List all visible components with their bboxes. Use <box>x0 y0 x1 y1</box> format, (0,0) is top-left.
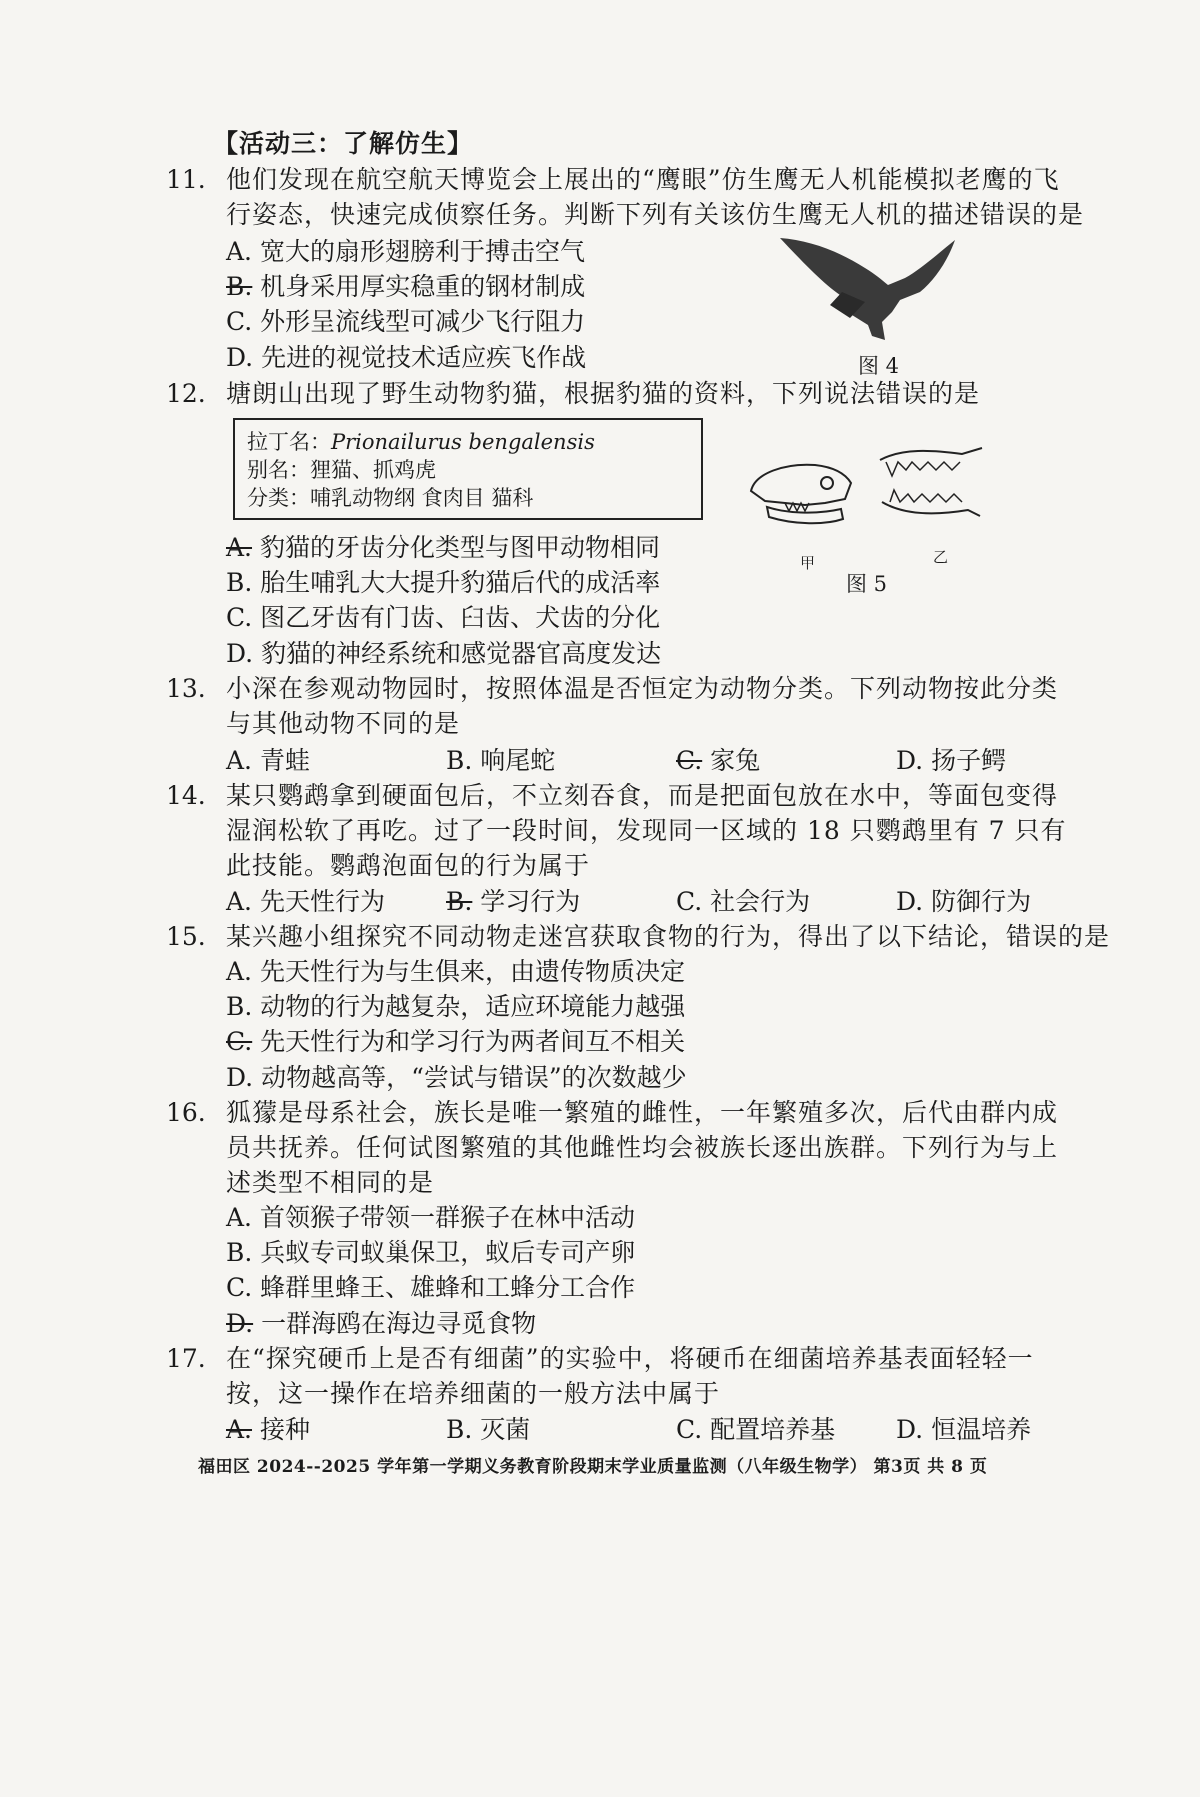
option-text: 动物的行为越复杂，适应环境能力越强 <box>260 992 686 1021</box>
option-key-marked: C. <box>676 746 703 775</box>
question-15-option-a[interactable] <box>226 956 685 988</box>
option-text: 一群海鸥在海边寻觅食物 <box>261 1309 537 1338</box>
figure-5-sub-jia: 甲 <box>800 554 816 572</box>
question-12-line-1: 塘朗山出现了野生动物豹猫，根据豹猫的资料，下列说法错误的是 <box>226 379 981 408</box>
question-14-line-3: 此技能。鹦鹉泡面包的行为属于 <box>226 851 591 880</box>
option-key: A. <box>226 957 253 986</box>
question-16-line-1: 狐獴是母系社会，族长是唯一繁殖的雌性，一年繁殖多次，后代由群内成 <box>226 1098 1059 1127</box>
option-key: D. <box>226 639 254 668</box>
option-key: B. <box>446 746 473 775</box>
option-key: D. <box>896 887 924 916</box>
option-key: B. <box>226 992 253 1021</box>
question-12-option-b[interactable] <box>226 567 660 599</box>
option-text: 蜂群里蜂王、雄蜂和工蜂分工合作 <box>260 1273 636 1302</box>
option-text: 胎生哺乳大大提升豹猫后代的成活率 <box>260 568 661 597</box>
question-15-option-b[interactable] <box>226 991 685 1023</box>
option-key-marked: B. <box>446 887 473 916</box>
option-text: 外形呈流线型可减少飞行阻力 <box>260 307 586 336</box>
option-key: C. <box>676 887 703 916</box>
question-11-option-d[interactable] <box>226 342 586 374</box>
question-13-option-b[interactable] <box>446 745 555 777</box>
question-11-line-1: 他们发现在航空航天博览会上展出的“鹰眼”仿生鹰无人机能模拟老鹰的飞 <box>226 165 1060 194</box>
question-17-option-a[interactable] <box>226 1414 310 1446</box>
question-12-option-c[interactable] <box>226 602 660 634</box>
question-16-option-b[interactable] <box>226 1237 635 1269</box>
figure-4-label: 图 4 <box>858 354 900 378</box>
question-11-option-b[interactable] <box>226 271 585 303</box>
question-14-option-d[interactable] <box>896 886 1031 918</box>
option-text: 豹猫的牙齿分化类型与图甲动物相同 <box>259 533 660 562</box>
option-text: 恒温培养 <box>931 1415 1032 1444</box>
latin-name-row <box>247 428 689 456</box>
option-key: A. <box>226 237 253 266</box>
question-12-number: 12. <box>166 379 206 408</box>
question-12-option-a[interactable] <box>226 532 660 564</box>
question-15-number: 15. <box>166 922 206 951</box>
skull-jia-drawing <box>745 455 860 545</box>
option-text: 首领猴子带领一群猴子在林中活动 <box>259 1203 635 1232</box>
question-16-line-2: 员共抚养。任何试图繁殖的其他雌性均会被族长逐出族群。下列行为与上 <box>226 1133 1059 1162</box>
option-key: C. <box>226 603 253 632</box>
question-15-option-d[interactable] <box>226 1062 687 1094</box>
option-key: C. <box>226 307 253 336</box>
question-13-number: 13. <box>166 674 206 703</box>
question-11-line-2: 行姿态，快速完成侦察任务。判断下列有关该仿生鹰无人机的描述错误的是 <box>226 200 1085 229</box>
option-key: C. <box>676 1415 703 1444</box>
teeth-yi-drawing <box>872 440 992 540</box>
option-text: 扬子鳄 <box>931 746 1007 775</box>
option-key: D. <box>226 1063 254 1092</box>
option-key: A. <box>226 746 253 775</box>
option-text: 机身采用厚实稳重的钢材制成 <box>260 272 586 301</box>
option-key: C. <box>226 1273 253 1302</box>
option-key-marked: A. <box>226 533 253 562</box>
option-key-marked: B. <box>226 272 253 301</box>
classification-row: 分类：哺乳动物纲 食肉目 猫科 <box>247 486 534 510</box>
option-text: 先天性行为 <box>259 887 385 916</box>
question-16-number: 16. <box>166 1098 206 1127</box>
option-text: 先天性行为和学习行为两者间互不相关 <box>260 1027 686 1056</box>
question-17-option-b[interactable] <box>446 1414 530 1446</box>
option-text: 灭菌 <box>480 1415 531 1444</box>
option-key: D. <box>896 746 924 775</box>
question-14-number: 14. <box>166 781 206 810</box>
question-16-option-d[interactable] <box>226 1308 536 1340</box>
option-text: 家兔 <box>710 746 761 775</box>
option-text: 响尾蛇 <box>480 746 556 775</box>
option-key: B. <box>226 568 253 597</box>
option-text: 先进的视觉技术适应疾飞作战 <box>261 343 587 372</box>
option-text: 防御行为 <box>931 887 1032 916</box>
option-key: B. <box>446 1415 473 1444</box>
option-text: 接种 <box>259 1415 310 1444</box>
option-key: A. <box>226 1203 253 1232</box>
option-text: 动物越高等，“尝试与错误”的次数越少 <box>261 1063 687 1092</box>
question-15-line-1: 某兴趣小组探究不同动物走迷宫获取食物的行为，得出了以下结论，错误的是 <box>226 922 1111 951</box>
option-text: 先天性行为与生俱来，由遗传物质决定 <box>259 957 685 986</box>
question-13-option-a[interactable] <box>226 745 310 777</box>
question-14-line-2: 湿润松软了再吃。过了一段时间，发现同一区域的 18 只鹦鹉里有 7 只有 <box>226 816 1067 845</box>
eagle-drone-image <box>770 230 970 350</box>
question-17-option-d[interactable] <box>896 1414 1031 1446</box>
question-17-number: 17. <box>166 1344 206 1373</box>
leopard-cat-info-box <box>233 418 703 520</box>
question-16-option-a[interactable] <box>226 1202 635 1234</box>
option-text: 兵蚁专司蚁巢保卫，蚁后专司产卵 <box>260 1238 636 1267</box>
question-17-line-1: 在“探究硬币上是否有细菌”的实验中，将硬币在细菌培养基表面轻轻一 <box>226 1344 1034 1373</box>
question-14-option-b[interactable] <box>446 886 580 918</box>
activity-title: 【活动三：了解仿生】 <box>213 129 474 158</box>
option-key-marked: C. <box>226 1027 253 1056</box>
figure-5-label: 图 5 <box>846 572 888 596</box>
option-key-marked: D. <box>226 1309 254 1338</box>
option-text: 青蛙 <box>259 746 310 775</box>
question-14-option-c[interactable] <box>676 886 810 918</box>
latin-name: Prionailurus bengalensis <box>331 430 595 454</box>
alias-row: 别名：狸猫、抓鸡虎 <box>247 458 436 482</box>
question-13-option-d[interactable] <box>896 745 1006 777</box>
latin-label: 拉丁名： <box>247 430 331 454</box>
question-11-number: 11. <box>166 165 206 194</box>
option-text: 配置培养基 <box>710 1415 836 1444</box>
option-key: A. <box>226 887 253 916</box>
question-13-option-c[interactable] <box>676 745 760 777</box>
question-13-line-2: 与其他动物不同的是 <box>226 709 461 738</box>
question-16-option-c[interactable] <box>226 1272 635 1304</box>
question-11-option-a[interactable] <box>226 236 585 268</box>
question-12-option-d[interactable] <box>226 638 661 670</box>
question-17-option-c[interactable] <box>676 1414 835 1446</box>
option-key: D. <box>226 343 254 372</box>
question-16-line-3: 述类型不相同的是 <box>226 1168 435 1197</box>
option-text: 学习行为 <box>480 887 581 916</box>
option-text: 社会行为 <box>710 887 811 916</box>
option-text: 宽大的扇形翅膀利于搏击空气 <box>259 237 585 266</box>
question-17-line-2: 按，这一操作在培养细菌的一般方法中属于 <box>226 1379 721 1408</box>
option-key-marked: A. <box>226 1415 253 1444</box>
option-text: 豹猫的神经系统和感觉器官高度发达 <box>261 639 662 668</box>
option-key: B. <box>226 1238 253 1267</box>
question-13-line-1: 小深在参观动物园时，按照体温是否恒定为动物分类。下列动物按此分类 <box>226 674 1059 703</box>
question-15-option-c[interactable] <box>226 1026 685 1058</box>
question-14-line-1: 某只鹦鹉拿到硬面包后，不立刻吞食，而是把面包放在水中，等面包变得 <box>226 781 1059 810</box>
option-text: 图乙牙齿有门齿、臼齿、犬齿的分化 <box>260 603 661 632</box>
page-footer: 福田区 2024--2025 学年第一学期义务教育阶段期末学业质量监测（八年级生物学） 第3页 共 8 页 <box>198 1457 988 1477</box>
figure-5-sub-yi: 乙 <box>933 548 949 566</box>
option-key: D. <box>896 1415 924 1444</box>
question-11-option-c[interactable] <box>226 306 585 338</box>
question-14-option-a[interactable] <box>226 886 385 918</box>
